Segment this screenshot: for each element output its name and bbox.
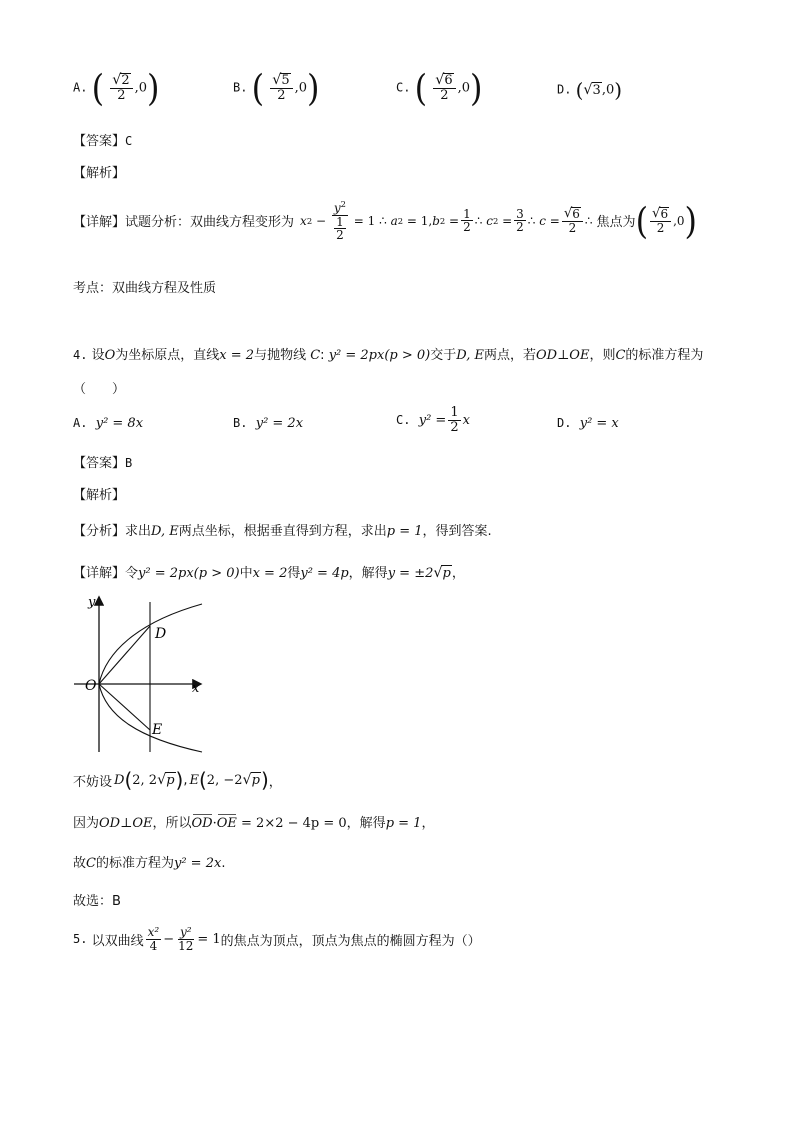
option-label: D.: [557, 416, 572, 430]
q4-stem: [73, 344, 703, 363]
answer-tag: 【答案】: [73, 134, 126, 149]
stem-formula: x = 2: [219, 348, 255, 363]
point-d: D: [114, 772, 125, 788]
hyperbola-equation: x 2 − $\frac{y^2}{\frac{1}{2}}$ = 1 ∴ a 2 = 1, b 2 = $\frac{1}{2}$ ∴ c 2 = $\frac{3}{2}$ ∴ c = √ 6 2 ∴: [300, 199, 593, 243]
fraction: [176, 926, 195, 952]
radicand: 6: [444, 73, 453, 89]
fenxi-symbol: D, E: [151, 524, 179, 539]
stem-text: 与抛物线: [254, 348, 307, 363]
detail-text: 试题分析：双曲线方程变形为: [125, 215, 295, 231]
q4-let: 不妨设 D ( 2, 2 √ p ) , E ( 2, −2 √ p ) ，: [73, 768, 282, 792]
paren-close: ): [470, 66, 483, 110]
option-label: A.: [73, 416, 88, 430]
answer-value: C: [125, 134, 133, 148]
because-formula: p = 1: [385, 816, 422, 831]
paren-open: (: [198, 768, 207, 792]
paren-close: ): [614, 78, 623, 102]
minus-sign: −: [163, 931, 175, 947]
radicand: 3: [592, 82, 601, 98]
fraction: [146, 926, 162, 952]
parabola-figure: [68, 592, 208, 756]
tail: ,0: [601, 82, 615, 98]
q4-because: [73, 812, 434, 831]
paren-close: ): [147, 66, 160, 110]
radicand: 5: [281, 73, 290, 89]
label-d: D: [155, 626, 167, 642]
conclusion-text: 的标准方程为: [95, 856, 174, 871]
paren-open: (: [124, 768, 133, 792]
denominator: 2: [450, 419, 459, 435]
option-formula: y² = x: [579, 416, 619, 431]
option-formula: x: [462, 412, 470, 428]
radicand: p: [442, 566, 451, 581]
denominator: 2: [117, 88, 126, 104]
fenxi-text: 两点坐标，根据垂直得到方程，求出: [178, 524, 387, 539]
stem-formula: y² = 2px(p > 0): [328, 348, 431, 363]
q4-option-c: [396, 406, 470, 434]
stem-text: 两点，若: [483, 348, 536, 363]
conclusion-symbol: C: [86, 856, 96, 871]
q4-blank: （ ）: [73, 382, 126, 397]
fenxi-formula: p = 1: [386, 524, 423, 539]
paren-open: (: [251, 66, 265, 110]
vector-od: OD: [191, 816, 213, 831]
stem-symbol: C: [615, 348, 626, 363]
q4-detail: [73, 562, 465, 581]
detail-text: 得: [287, 566, 301, 581]
equals-one: = 1: [197, 931, 221, 947]
let-text: 不妨设: [73, 774, 113, 790]
denominator: 4: [149, 938, 158, 953]
sqrt-p: √ p: [157, 772, 175, 788]
stem-text: 交于: [430, 348, 457, 363]
detail-text: ，解得: [348, 566, 388, 581]
option-label: D.: [557, 82, 572, 97]
tail: ,0: [134, 80, 148, 96]
sqrt-p: √ p: [242, 772, 260, 788]
stem-text: 的标准方程为: [625, 348, 704, 363]
detail-formula: x = 2: [252, 566, 288, 581]
option-formula: y² = 2x: [255, 416, 304, 431]
stem-text: 的焦点为顶点，顶点为焦点的椭圆方程为（）: [220, 933, 481, 949]
numerator: y²: [179, 925, 192, 939]
q3-option-a: [73, 66, 160, 110]
stem-text: 设: [91, 348, 105, 363]
stem-symbol: C: [310, 348, 321, 363]
denominator: 12: [178, 938, 194, 953]
label-e: E: [152, 722, 163, 738]
q4-option-b: [233, 416, 303, 431]
q4-conclusion: [73, 852, 225, 871]
stem-formula: OD⊥OE: [535, 348, 590, 363]
radicand: p: [251, 773, 260, 788]
focus-text: 焦点为: [596, 215, 636, 231]
label-x: x: [192, 681, 200, 696]
detail-tag: 【详解】: [73, 566, 126, 581]
paren-open: (: [575, 78, 584, 102]
because-formula: = 2×2 − 4p = 0: [241, 816, 347, 831]
conclusion-text: 故: [73, 856, 87, 871]
vector-oe: OE: [216, 816, 237, 831]
stem-symbol: O: [104, 348, 116, 363]
point-e: E: [189, 772, 199, 788]
question-number: 5.: [73, 932, 88, 947]
radicand: 2: [121, 73, 130, 89]
fenxi-text: 求出: [125, 524, 152, 539]
detail-tag: 【详解】: [73, 215, 126, 231]
because-text: ，解得: [346, 816, 386, 831]
fenxi-tag: 【分析】: [73, 524, 126, 539]
fraction: √ 5 2: [270, 73, 292, 103]
detail-text: 中: [239, 566, 253, 581]
fenxi-text: ，得到答案.: [422, 524, 492, 539]
label-o: O: [85, 678, 97, 694]
q4-analysis-tag: 【解析】: [73, 488, 126, 503]
q4-option-d: [557, 416, 619, 431]
paren-close: ): [307, 66, 320, 110]
because-text: 因为: [73, 816, 100, 831]
label-y: y: [88, 595, 96, 610]
paren-open: (: [414, 66, 428, 110]
focus-point: ( √ 6 2 ,0 ): [635, 199, 698, 243]
tail: ,0: [294, 80, 308, 96]
radicand: p: [166, 773, 175, 788]
sqrt-p: √ p: [433, 565, 451, 581]
detail-formula: y² = 4p: [300, 566, 349, 581]
because-text: ，所以: [152, 816, 192, 831]
option-label: B.: [233, 416, 248, 430]
dot-operator: ·: [212, 816, 217, 831]
answer-tag: 【答案】: [73, 456, 126, 471]
fraction: √ 6 2: [433, 73, 455, 103]
option-label: A.: [73, 80, 88, 95]
segment-oe: [99, 684, 150, 730]
q4-option-a: [73, 416, 143, 431]
numerator: 1: [450, 405, 459, 420]
stem-text: 为坐标原点，直线: [115, 348, 220, 363]
q3-analysis-tag: 【解析】: [73, 166, 126, 181]
detail-formula: y² = 2px(p > 0): [138, 566, 240, 581]
segment-od: [99, 626, 150, 684]
numerator: x²: [147, 925, 160, 939]
point-d-args: 2, 2: [132, 772, 158, 788]
conclusion-formula: y² = 2x: [173, 856, 222, 871]
option-formula: y² =: [418, 412, 447, 428]
question-number: 4.: [73, 348, 88, 362]
q3-kaodian: 考点：双曲线方程及性质: [73, 281, 217, 296]
q3-answer: [73, 130, 132, 149]
detail-text: ，: [451, 566, 465, 581]
answer-value: B: [125, 456, 133, 470]
q3-option-c: [396, 66, 483, 110]
paren-close: ): [175, 768, 184, 792]
q5-stem: [73, 926, 481, 952]
option-label: B.: [233, 80, 248, 95]
let-text: ，: [268, 774, 282, 790]
fraction: [448, 406, 460, 434]
stem-text: 以双曲线: [91, 933, 144, 949]
option-formula: y² = 8x: [95, 416, 144, 431]
tail: ,0: [457, 80, 471, 96]
option-label: C.: [396, 80, 411, 95]
conclusion-text: .: [221, 856, 226, 871]
because-formula: OD⊥OE: [99, 816, 153, 831]
detail-text: 令: [125, 566, 139, 581]
paren-open: (: [91, 66, 105, 110]
stem-symbol: D, E: [456, 348, 484, 363]
q3-detail: [73, 200, 697, 242]
denominator: 2: [277, 88, 286, 104]
option-label: C.: [396, 413, 411, 428]
paren-close: ): [260, 768, 269, 792]
q4-answer: [73, 452, 132, 471]
stem-text: :: [320, 348, 325, 363]
q4-fenxi: [73, 520, 492, 539]
because-text: ，: [421, 816, 435, 831]
stem-text: ，则: [589, 348, 616, 363]
fraction: √ 2 2: [110, 73, 132, 103]
q3-option-b: [233, 66, 320, 110]
point-e-args: 2, −2: [206, 772, 243, 788]
denominator: 2: [440, 88, 449, 104]
q4-choose: 故选：B: [73, 894, 121, 909]
detail-formula: y = ±2: [387, 566, 434, 581]
q3-option-d: D. ( √ 3 ,0): [557, 78, 623, 102]
